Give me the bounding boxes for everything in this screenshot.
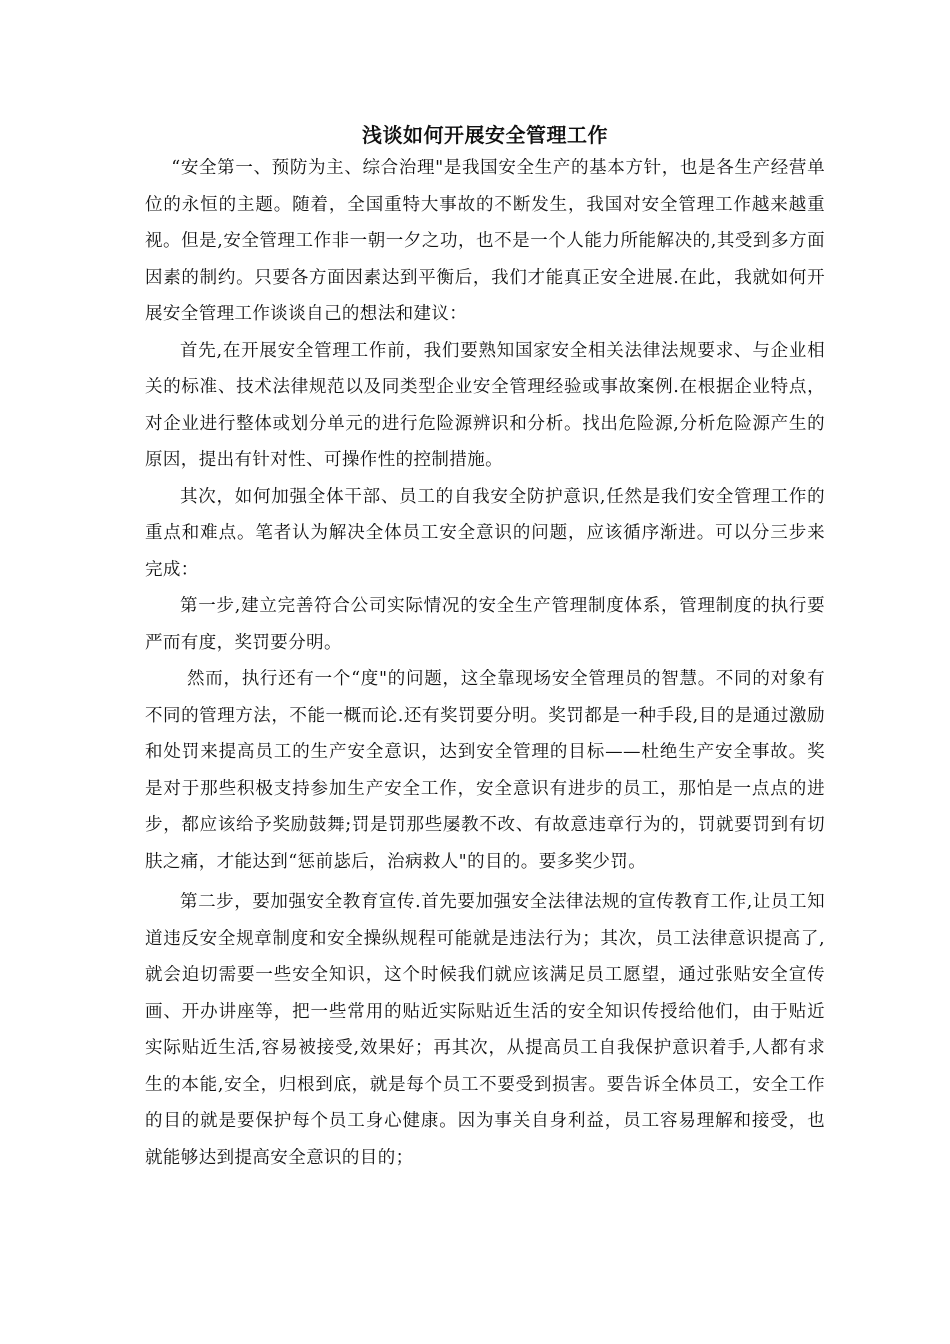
paragraph-step-one: 第一步,建立完善符合公司实际情况的安全生产管理制度体系，管理制度的执行要严而有度，奖罚要分明。 bbox=[145, 596, 825, 653]
document-body bbox=[145, 120, 825, 1176]
paragraph-rewards: 然而，执行还有一个“度"的问题，这全靠现场安全管理员的智慧。不同的对象有不同的管理方法，不能一概而论.还有奖罚要分明。奖罚都是一种手段,目的是通过激励和处罚来提高员工的生产安全意识，达到安全管理的目标——杜绝生产安全事故。奖是对于那些积极支持参加生产安全工作，安全意识有进步的员工，那怕是一点点的进步，都应该给予奖励鼓舞;罚是罚那些屡教不改、有故意违章行为的，罚就要罚到有切肤之痛，才能达到“惩前毖后，治病救人"的目的。要多奖少罚。 bbox=[145, 669, 825, 872]
paragraph-intro: “安全第一、预防为主、综合治理"是我国安全生产的基本方针，也是各生产经营单位的永恒的主题。随着，全国重特大事故的不断发生，我国对安全管理工作越来越重视。但是,安全管理工作非一朝一夕之功，也不是一个人能力所能解决的,其受到多方面因素的制约。只要各方面因素达到平衡后，我们才能真正安全进展.在此，我就如何开展安全管理工作谈谈自己的想法和建议： bbox=[145, 158, 825, 324]
paragraph-first-step-prep: 首先,在开展安全管理工作前，我们要熟知国家安全相关法律法规要求、与企业相关的标准、技术法律规范以及同类型企业安全管理经验或事故案例.在根据企业特点，对企业进行整体或划分单元的进行危险源辨识和分析。找出危险源,分析危险源产生的原因，提出有针对性、可操作性的控制措施。 bbox=[145, 340, 825, 470]
paragraph-awareness: 其次，如何加强全体干部、员工的自我安全防护意识,任然是我们安全管理工作的重点和难点。笔者认为解决全体员工安全意识的问题，应该循序渐进。可以分三步来完成： bbox=[145, 486, 825, 580]
paragraph-step-two: 第二步，要加强安全教育宣传.首先要加强安全法律法规的宣传教育工作,让员工知道违反安全规章制度和安全操纵规程可能就是违法行为；其次，员工法律意识提高了,就会迫切需要一些安全知识，这个时候我们就应该满足员工愿望，通过张贴安全宣传画、开办讲座等，把一些常用的贴近实际贴近生活的安全知识传授给他们，由于贴近实际贴近生活,容易被接受,效果好；再其次，从提高员工自我保护意识着手,人都有求生的本能,安全，归根到底，就是每个员工不要受到损害。要告诉全体员工，安全工作的目的就是要保护每个员工身心健康。因为事关自身利益，员工容易理解和接受，也就能够达到提高安全意识的目的； bbox=[145, 892, 825, 1168]
page-title: 浅谈如何开展安全管理工作 bbox=[362, 123, 608, 147]
